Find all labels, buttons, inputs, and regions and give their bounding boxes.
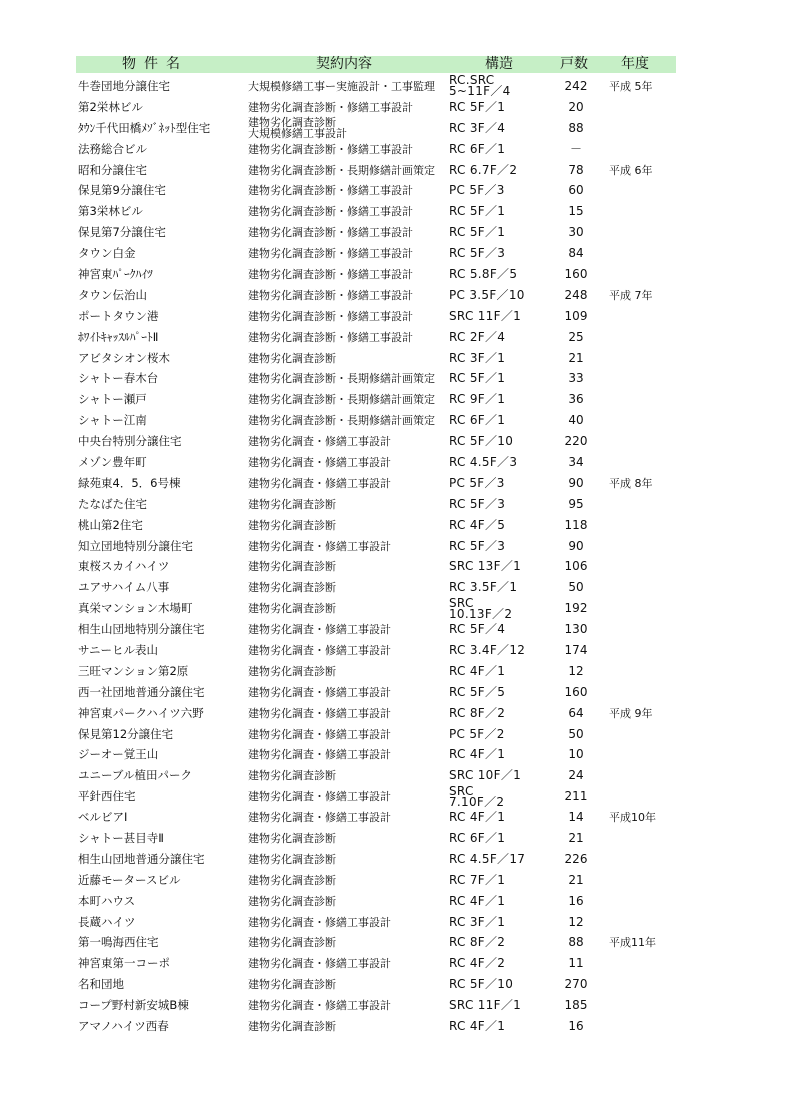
- units-cell: 36: [568, 392, 584, 407]
- table-row: [76, 368, 676, 389]
- year-cell: [609, 724, 669, 745]
- property-name-cell: シャトー甚目寺Ⅱ: [78, 831, 164, 845]
- units-cell: 192: [564, 601, 588, 616]
- contract-cell: 建物劣化調査診断: [248, 769, 336, 783]
- units-cell: 24: [568, 768, 584, 783]
- property-name-cell: ユアサハイム八事: [78, 580, 170, 595]
- units-cell: 15: [568, 204, 584, 219]
- structure-cell: RC 4F／5: [449, 517, 506, 532]
- units-cell: 50: [568, 580, 584, 595]
- year-cell: 平成10年: [609, 811, 656, 825]
- year-cell: [609, 995, 669, 1016]
- year-cell: [609, 598, 669, 619]
- property-name-cell: アビタシオン桜木: [78, 350, 170, 365]
- property-name-cell: コープ野村新安城B棟: [78, 998, 189, 1013]
- year-cell: [609, 974, 669, 995]
- structure-cell: RC 5F／10: [449, 434, 514, 449]
- property-name-cell: 三旺マンション第2原: [78, 663, 189, 678]
- property-name-cell: 相生山団地普通分譲住宅: [78, 851, 205, 866]
- year-cell: [609, 264, 669, 285]
- year-cell: [609, 577, 669, 598]
- property-name-cell: ユニーブル植田パーク: [78, 768, 192, 783]
- table-row: [76, 870, 676, 891]
- table-row: [76, 828, 676, 849]
- project-table-body: [76, 73, 676, 1037]
- structure-cell: RC 6.7F／2: [449, 162, 518, 177]
- structure-cell: RC 5F／1: [449, 204, 506, 219]
- property-name-cell: 東桜スカイハイツ: [78, 559, 170, 574]
- units-cell: 242: [564, 78, 588, 93]
- table-header: [76, 56, 676, 73]
- property-name-cell: たなばた住宅: [78, 496, 147, 511]
- year-cell: 平成11年: [609, 936, 656, 950]
- structure-cell: RC 4F／1: [449, 893, 506, 908]
- table-row: [76, 556, 676, 577]
- units-cell: 211: [564, 789, 588, 804]
- year-cell: [609, 180, 669, 201]
- property-name-cell: 桃山第2住宅: [78, 517, 143, 532]
- year-cell: [609, 661, 669, 682]
- contract-cell: 建物劣化調査診断: [248, 602, 336, 616]
- contract-cell: 建物劣化調査・修繕工事設計: [248, 455, 391, 469]
- table-row: [76, 431, 676, 452]
- units-cell: －: [569, 141, 582, 156]
- table-row: [76, 389, 676, 410]
- property-name-cell: タウン伝治山: [78, 287, 147, 302]
- contract-cell: 建物劣化調査診断: [248, 581, 336, 595]
- table-row: [76, 73, 676, 99]
- table-row: [76, 933, 676, 954]
- table-row: [76, 891, 676, 912]
- structure-cell: RC 4.5F／3: [449, 454, 518, 469]
- year-cell: [609, 389, 669, 410]
- units-cell: 88: [568, 120, 584, 135]
- year-cell: [609, 97, 669, 118]
- structure-cell: RC 4F／1: [449, 1019, 506, 1034]
- year-cell: 平成 9年: [609, 706, 653, 720]
- units-cell: 185: [564, 998, 588, 1013]
- units-cell: 226: [564, 851, 588, 866]
- structure-cell: RC 6F／1: [449, 413, 506, 428]
- property-name-cell: 保見第7分譲住宅: [78, 225, 166, 240]
- property-name-cell: 神宮東パークハイツ六野: [78, 705, 204, 720]
- year-cell: [609, 891, 669, 912]
- year-cell: [609, 953, 669, 974]
- structure-cell: RC 5F／1: [449, 99, 506, 114]
- year-cell: [609, 536, 669, 557]
- table-row: [76, 348, 676, 369]
- contract-cell: 建物劣化調査・修繕工事設計: [248, 790, 391, 804]
- year-cell: [609, 640, 669, 661]
- table-row: [76, 285, 676, 306]
- structure-cell: RC 5F／1: [449, 371, 506, 386]
- header-contract: 契約内容: [316, 56, 372, 72]
- structure-cell: RC 5F／4: [449, 622, 506, 637]
- structure-cell: RC 4F／2: [449, 956, 506, 971]
- table-row: [76, 222, 676, 243]
- structure-cell: RC 2F／4: [449, 329, 506, 344]
- contract-cell: 建物劣化調査・修繕工事設計: [248, 811, 391, 825]
- contract-cell: 建物劣化調査診断: [248, 978, 336, 992]
- contract-cell: 建物劣化調査・修繕工事設計: [248, 999, 391, 1013]
- contract-cell: 建物劣化調査・修繕工事設計: [248, 727, 391, 741]
- contract-cell: 建物劣化調査診断・修繕工事設計: [248, 226, 413, 240]
- structure-cell: RC 5F／5: [449, 684, 506, 699]
- property-name-cell: ベルビアⅠ: [78, 810, 128, 825]
- units-cell: 174: [564, 642, 588, 657]
- contract-cell: 建物劣化調査診断・修繕工事設計: [248, 184, 413, 198]
- year-cell: [609, 515, 669, 536]
- table-row: [76, 807, 676, 828]
- structure-cell: RC 3F／1: [449, 350, 506, 365]
- structure-cell: RC 5F／3: [449, 538, 506, 553]
- structure-cell: SRC 10.13F／2: [449, 595, 513, 621]
- structure-cell: RC.SRC 5~11F／4: [449, 73, 511, 99]
- year-cell: [609, 431, 669, 452]
- units-cell: 270: [564, 977, 588, 992]
- units-cell: 40: [568, 413, 584, 428]
- contract-cell: 建物劣化調査診断・修繕工事設計: [248, 205, 413, 219]
- contract-cell: 大規模修繕工事ー実施設計・工事監理: [248, 79, 435, 93]
- structure-cell: RC 4F／1: [449, 663, 506, 678]
- year-cell: [609, 556, 669, 577]
- contract-cell: 建物劣化調査診断: [248, 873, 336, 887]
- contract-cell: 建物劣化調査診断・修繕工事設計: [248, 288, 413, 302]
- structure-cell: PC 5F／3: [449, 475, 505, 490]
- contract-cell: 建物劣化調査診断・修繕工事設計: [248, 142, 413, 156]
- property-name-cell: 神宮東ﾊﾟｰｸﾊｲﾂ: [78, 266, 153, 281]
- units-cell: 12: [568, 663, 584, 678]
- table-row: [76, 97, 676, 118]
- structure-cell: RC 5F／10: [449, 977, 514, 992]
- table-row: [76, 160, 676, 181]
- table-row: [76, 180, 676, 201]
- units-cell: 78: [568, 162, 584, 177]
- table-row: [76, 912, 676, 933]
- table-row: [76, 473, 676, 494]
- contract-cell: 建物劣化調査診断・修繕工事設計: [248, 267, 413, 281]
- contract-cell: 建物劣化調査診断: [248, 497, 336, 511]
- year-cell: 平成 7年: [609, 288, 653, 302]
- year-cell: [609, 849, 669, 870]
- units-cell: 95: [568, 496, 584, 511]
- table-row: [76, 682, 676, 703]
- contract-cell: 建物劣化調査診断・長期修繕計画策定: [248, 393, 435, 407]
- structure-cell: RC 5F／1: [449, 225, 506, 240]
- structure-cell: RC 3.4F／12: [449, 642, 526, 657]
- contract-cell: 建物劣化調査・修繕工事設計: [248, 435, 391, 449]
- contract-cell: 建物劣化調査・修繕工事設計: [248, 539, 391, 553]
- units-cell: 16: [568, 893, 584, 908]
- year-cell: [609, 912, 669, 933]
- structure-cell: RC 8F／2: [449, 935, 506, 950]
- contract-cell: 建物劣化調査・修繕工事設計: [248, 957, 391, 971]
- units-cell: 84: [568, 246, 584, 261]
- contract-cell: 建物劣化調査診断・修繕工事設計: [248, 330, 413, 344]
- header-property-name: 物件名: [122, 56, 188, 72]
- table-row: [76, 995, 676, 1016]
- contract-cell: 建物劣化調査・修繕工事設計: [248, 623, 391, 637]
- structure-cell: PC 5F／2: [449, 726, 505, 741]
- contract-cell: 建物劣化調査・修繕工事設計: [248, 748, 391, 762]
- contract-cell: 建物劣化調査診断・長期修繕計画策定: [248, 372, 435, 386]
- table-row: [76, 243, 676, 264]
- structure-cell: RC 9F／1: [449, 392, 506, 407]
- property-name-cell: アマノハイツ西春: [78, 1019, 169, 1034]
- year-cell: [609, 368, 669, 389]
- property-name-cell: ﾎﾜｲﾄｷｬｯｽﾙﾊﾟｰﾄⅡ: [78, 329, 159, 344]
- table-row: [76, 661, 676, 682]
- year-cell: [609, 306, 669, 327]
- table-row: [76, 974, 676, 995]
- year-cell: [609, 1016, 669, 1037]
- contract-cell: 建物劣化調査・修繕工事設計: [248, 706, 391, 720]
- units-cell: 64: [568, 705, 584, 720]
- header-year: 年度: [621, 56, 649, 72]
- property-name-cell: 平針西住宅: [78, 789, 136, 804]
- year-cell: [609, 327, 669, 348]
- units-cell: 50: [568, 726, 584, 741]
- year-cell: [609, 452, 669, 473]
- structure-cell: RC 4F／1: [449, 747, 506, 762]
- table-row: [76, 577, 676, 598]
- table-row: [76, 139, 676, 160]
- property-name-cell: 第3栄林ビル: [78, 204, 143, 219]
- units-cell: 106: [564, 559, 588, 574]
- structure-cell: SRC 7.10F／2: [449, 783, 505, 809]
- year-cell: [609, 410, 669, 431]
- structure-cell: RC 6F／1: [449, 141, 506, 156]
- structure-cell: RC 4F／1: [449, 810, 506, 825]
- contract-cell: 建物劣化調査診断: [248, 894, 336, 908]
- contract-cell: 建物劣化調査診断: [248, 518, 336, 532]
- units-cell: 130: [564, 622, 588, 637]
- contract-cell: 建物劣化調査診断・長期修繕計画策定: [248, 163, 435, 177]
- property-name-cell: 真栄マンション木場町: [78, 601, 193, 616]
- year-cell: [609, 828, 669, 849]
- structure-cell: RC 7F／1: [449, 872, 506, 887]
- contract-cell: 建物劣化調査診断: [248, 664, 336, 678]
- property-name-cell: シャトー瀬戸: [78, 392, 147, 407]
- property-name-cell: 保見第9分譲住宅: [78, 183, 166, 198]
- table-row: [76, 306, 676, 327]
- contract-cell: 建物劣化調査診断: [248, 832, 336, 845]
- table-row: [76, 640, 676, 661]
- contract-cell: 建物劣化調査・修繕工事設計: [248, 476, 391, 490]
- structure-cell: PC 3.5F／10: [449, 287, 525, 302]
- property-name-cell: 名和団地: [78, 977, 124, 992]
- property-name-cell: シャトー春木台: [78, 371, 159, 386]
- units-cell: 21: [568, 872, 584, 887]
- year-cell: [609, 139, 669, 160]
- property-name-cell: ジーオー覚王山: [78, 747, 159, 762]
- contract-cell: 建物劣化調査診断・修繕工事設計: [248, 309, 413, 323]
- table-row: [76, 724, 676, 745]
- units-cell: 14: [568, 810, 584, 825]
- table-row: [76, 118, 676, 139]
- table-row: [76, 765, 676, 786]
- table-row: [76, 515, 676, 536]
- property-name-cell: 昭和分譲住宅: [78, 162, 147, 177]
- year-cell: [609, 348, 669, 369]
- year-cell: 平成 8年: [609, 476, 653, 490]
- property-name-cell: 保見第12分譲住宅: [78, 726, 174, 741]
- header-structure: 構造: [485, 56, 513, 72]
- property-name-cell: ﾀｳﾝ千代田橋ﾒｿﾞﾈｯﾄ型住宅: [78, 120, 211, 135]
- contract-cell: 建物劣化調査診断 大規模修繕工事設計: [248, 116, 347, 141]
- units-cell: 160: [564, 266, 588, 281]
- property-name-cell: 長蔵ハイツ: [78, 914, 136, 929]
- table-row: [76, 264, 676, 285]
- year-cell: [609, 745, 669, 766]
- structure-cell: SRC 13F／1: [449, 559, 522, 574]
- property-name-cell: 第2栄林ビル: [78, 99, 143, 114]
- structure-cell: SRC 11F／1: [449, 308, 522, 323]
- property-name-cell: 知立団地特別分譲住宅: [78, 538, 193, 553]
- structure-cell: RC 3F／4: [449, 120, 506, 135]
- units-cell: 11: [568, 956, 584, 971]
- year-cell: [609, 765, 669, 786]
- table-row: [76, 536, 676, 557]
- table-row: [76, 619, 676, 640]
- structure-cell: SRC 11F／1: [449, 998, 522, 1013]
- year-cell: [609, 222, 669, 243]
- year-cell: [609, 118, 669, 139]
- header-units: 戸数: [560, 56, 588, 72]
- units-cell: 16: [568, 1019, 584, 1034]
- contract-cell: 建物劣化調査診断: [248, 560, 336, 574]
- units-cell: 88: [568, 935, 584, 950]
- contract-cell: 建物劣化調査・修繕工事設計: [248, 643, 391, 657]
- structure-cell: PC 5F／3: [449, 183, 505, 198]
- contract-cell: 建物劣化調査診断・長期修繕計画策定: [248, 414, 435, 428]
- table-row: [76, 452, 676, 473]
- property-name-cell: 西一社団地普通分譲住宅: [78, 684, 205, 699]
- property-name-cell: 本町ハウス: [78, 893, 136, 908]
- contract-cell: 建物劣化調査診断・修繕工事設計: [248, 100, 413, 114]
- table-row: [76, 201, 676, 222]
- property-name-cell: 法務総合ビル: [78, 141, 147, 156]
- year-cell: [609, 201, 669, 222]
- table-row: [76, 703, 676, 724]
- property-name-cell: 第一鳴海西住宅: [78, 935, 159, 950]
- units-cell: 30: [568, 225, 584, 240]
- table-row: [76, 327, 676, 348]
- structure-cell: RC 5F／3: [449, 246, 506, 261]
- table-row: [76, 595, 676, 621]
- contract-cell: 建物劣化調査診断: [248, 852, 336, 866]
- structure-cell: SRC 10F／1: [449, 768, 522, 783]
- table-row: [76, 953, 676, 974]
- units-cell: 10: [568, 747, 584, 762]
- contract-cell: 建物劣化調査診断・修繕工事設計: [248, 247, 413, 261]
- units-cell: 160: [564, 684, 588, 699]
- structure-cell: RC 3F／1: [449, 914, 506, 929]
- year-cell: [609, 494, 669, 515]
- year-cell: [609, 870, 669, 891]
- property-name-cell: シャトー江南: [78, 413, 147, 428]
- year-cell: [609, 682, 669, 703]
- year-cell: [609, 243, 669, 264]
- units-cell: 220: [564, 434, 588, 449]
- units-cell: 25: [568, 329, 584, 344]
- units-cell: 33: [568, 371, 584, 386]
- structure-cell: RC 5.8F／5: [449, 266, 518, 281]
- units-cell: 90: [568, 538, 584, 553]
- structure-cell: RC 5F／3: [449, 496, 506, 511]
- contract-cell: 建物劣化調査・修繕工事設計: [248, 915, 391, 929]
- structure-cell: RC 4.5F／17: [449, 851, 526, 866]
- contract-cell: 建物劣化調査・修繕工事設計: [248, 685, 391, 699]
- table-row: [76, 783, 676, 809]
- year-cell: [609, 619, 669, 640]
- units-cell: 90: [568, 475, 584, 490]
- table-row: [76, 494, 676, 515]
- property-name-cell: 神宮東第一コーポ: [78, 956, 170, 971]
- year-cell: 平成 5年: [609, 79, 653, 93]
- units-cell: 118: [564, 517, 588, 532]
- structure-cell: RC 3.5F／1: [449, 580, 518, 595]
- table-row: [76, 745, 676, 766]
- property-name-cell: 相生山団地特別分譲住宅: [78, 622, 205, 637]
- year-cell: [609, 786, 669, 807]
- units-cell: 34: [568, 454, 584, 469]
- property-name-cell: メゾン豊年町: [78, 454, 147, 469]
- property-name-cell: 緑苑東4．5．6号棟: [78, 475, 181, 490]
- units-cell: 248: [564, 287, 588, 302]
- property-name-cell: ポートタウン港: [78, 308, 159, 323]
- property-name-cell: 牛巻団地分譲住宅: [78, 78, 170, 93]
- property-name-cell: タウン白金: [78, 246, 136, 261]
- structure-cell: RC 6F／1: [449, 831, 506, 845]
- units-cell: 109: [564, 308, 588, 323]
- year-cell: 平成 6年: [609, 163, 653, 177]
- structure-cell: RC 8F／2: [449, 705, 506, 720]
- table-row: [76, 849, 676, 870]
- contract-cell: 建物劣化調査診断: [248, 351, 336, 365]
- property-name-cell: 近藤モータースビル: [78, 872, 181, 887]
- units-cell: 20: [568, 99, 584, 114]
- contract-cell: 建物劣化調査診断: [248, 1020, 336, 1034]
- table-row: [76, 410, 676, 431]
- property-name-cell: 中央台特別分譲住宅: [78, 434, 182, 449]
- units-cell: 60: [568, 183, 584, 198]
- units-cell: 21: [568, 831, 584, 845]
- units-cell: 21: [568, 350, 584, 365]
- table-row: [76, 1016, 676, 1037]
- contract-cell: 建物劣化調査診断: [248, 936, 336, 950]
- property-name-cell: サニーヒル表山: [78, 642, 159, 657]
- units-cell: 12: [568, 914, 584, 929]
